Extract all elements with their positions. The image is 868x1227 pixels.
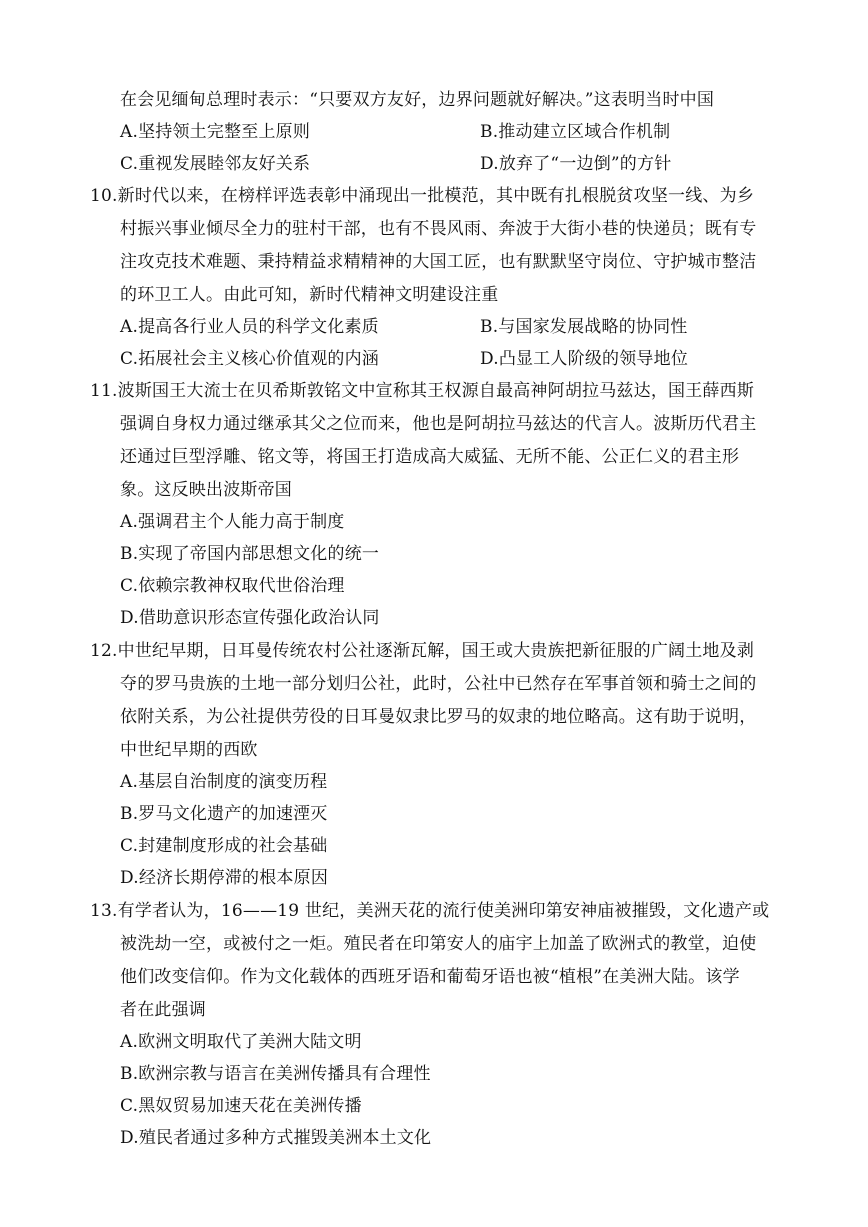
q10-stem-line: 村振兴事业倾尽全力的驻村干部，也有不畏风雨、奔波于大街小巷的快递员；既有专 — [120, 219, 757, 239]
q10-option-b: B.与国家发展战略的协同性 — [480, 317, 688, 337]
q12-stem-line: 夺的罗马贵族的土地一部分划归公社，此时，公社中已然存在军事首领和骑士之间的 — [120, 674, 757, 694]
q9-option-d: D.放弃了“一边倒”的方针 — [480, 154, 672, 174]
q9-option-a: A.坚持领土完整至上原则 — [120, 122, 311, 142]
q13-stem-line: 被洗劫一空，或被付之一炬。殖民者在印第安人的庙宇上加盖了欧洲式的教堂，迫使 — [120, 934, 757, 954]
q12-stem-line: 中世纪早期的西欧 — [120, 740, 258, 760]
q10-option-d: D.凸显工人阶级的领导地位 — [480, 349, 689, 369]
q12-option-a: A.基层自治制度的演变历程 — [120, 772, 328, 792]
q10-stem-line: 的环卫工人。由此可知，新时代精神文明建设注重 — [120, 285, 499, 305]
q11-option-a: A.强调君主个人能力高于制度 — [120, 512, 345, 532]
q13-option-a: A.欧洲文明取代了美洲大陆文明 — [120, 1032, 362, 1052]
q12-option-c: C.封建制度形成的社会基础 — [120, 836, 328, 856]
q10-stem-line: 10.新时代以来，在榜样评选表彰中涌现出一批模范，其中既有扎根脱贫攻坚一线、为乡 — [90, 186, 755, 206]
q11-stem-line: 象。这反映出波斯帝国 — [120, 480, 292, 500]
q13-option-b: B.欧洲宗教与语言在美洲传播具有合理性 — [120, 1064, 431, 1084]
q13-stem-line: 者在此强调 — [120, 1000, 206, 1020]
q11-stem-line: 11.波斯国王大流士在贝希斯敦铭文中宣称其王权源自最高神阿胡拉马兹达，国王薛西斯 — [90, 381, 755, 401]
q11-stem-line: 还通过巨型浮雕、铭文等，将国王打造成高大威猛、无所不能、公正仁义的君主形 — [120, 447, 740, 467]
q12-stem-line: 依附关系，为公社提供劳役的日耳曼奴隶比罗马的奴隶的地位略高。这有助于说明， — [120, 707, 757, 727]
q9-option-b: B.推动建立区域合作机制 — [480, 122, 671, 142]
q12-option-b: B.罗马文化遗产的加速湮灭 — [120, 804, 328, 824]
q11-stem-line: 强调自身权力通过继承其父之位而来，他也是阿胡拉马兹达的代言人。波斯历代君主 — [120, 414, 757, 434]
q9-continuation-line: 在会见缅甸总理时表示：“只要双方友好，边界问题就好解决。”这表明当时中国 — [120, 90, 715, 110]
q11-option-c: C.依赖宗教神权取代世俗治理 — [120, 576, 345, 596]
q10-option-a: A.提高各行业人员的科学文化素质 — [120, 317, 379, 337]
q10-stem-line: 注攻克技术难题、秉持精益求精精神的大国工匠，也有默默坚守岗位、守护城市整洁 — [120, 252, 757, 272]
q13-option-d: D.殖民者通过多种方式摧毁美洲本土文化 — [120, 1128, 432, 1148]
q10-option-c: C.拓展社会主义核心价值观的内涵 — [120, 349, 380, 369]
q9-option-c: C.重视发展睦邻友好关系 — [120, 154, 311, 174]
q12-stem-line: 12.中世纪早期，日耳曼传统农村公社逐渐瓦解，国王或大贵族把新征服的广阔土地及剥 — [90, 641, 755, 661]
q13-stem-line: 他们改变信仰。作为文化载体的西班牙语和葡萄牙语也被“植根”在美洲大陆。该学 — [120, 967, 740, 987]
q11-option-d: D.借助意识形态宣传强化政治认同 — [120, 608, 380, 628]
q12-option-d: D.经济长期停滞的根本原因 — [120, 868, 329, 888]
q13-stem-line: 13.有学者认为，16——19 世纪，美洲天花的流行使美洲印第安神庙被摧毁，文化遗产或 — [90, 901, 770, 921]
q11-option-b: B.实现了帝国内部思想文化的统一 — [120, 544, 380, 564]
q13-option-c: C.黑奴贸易加速天花在美洲传播 — [120, 1096, 362, 1116]
